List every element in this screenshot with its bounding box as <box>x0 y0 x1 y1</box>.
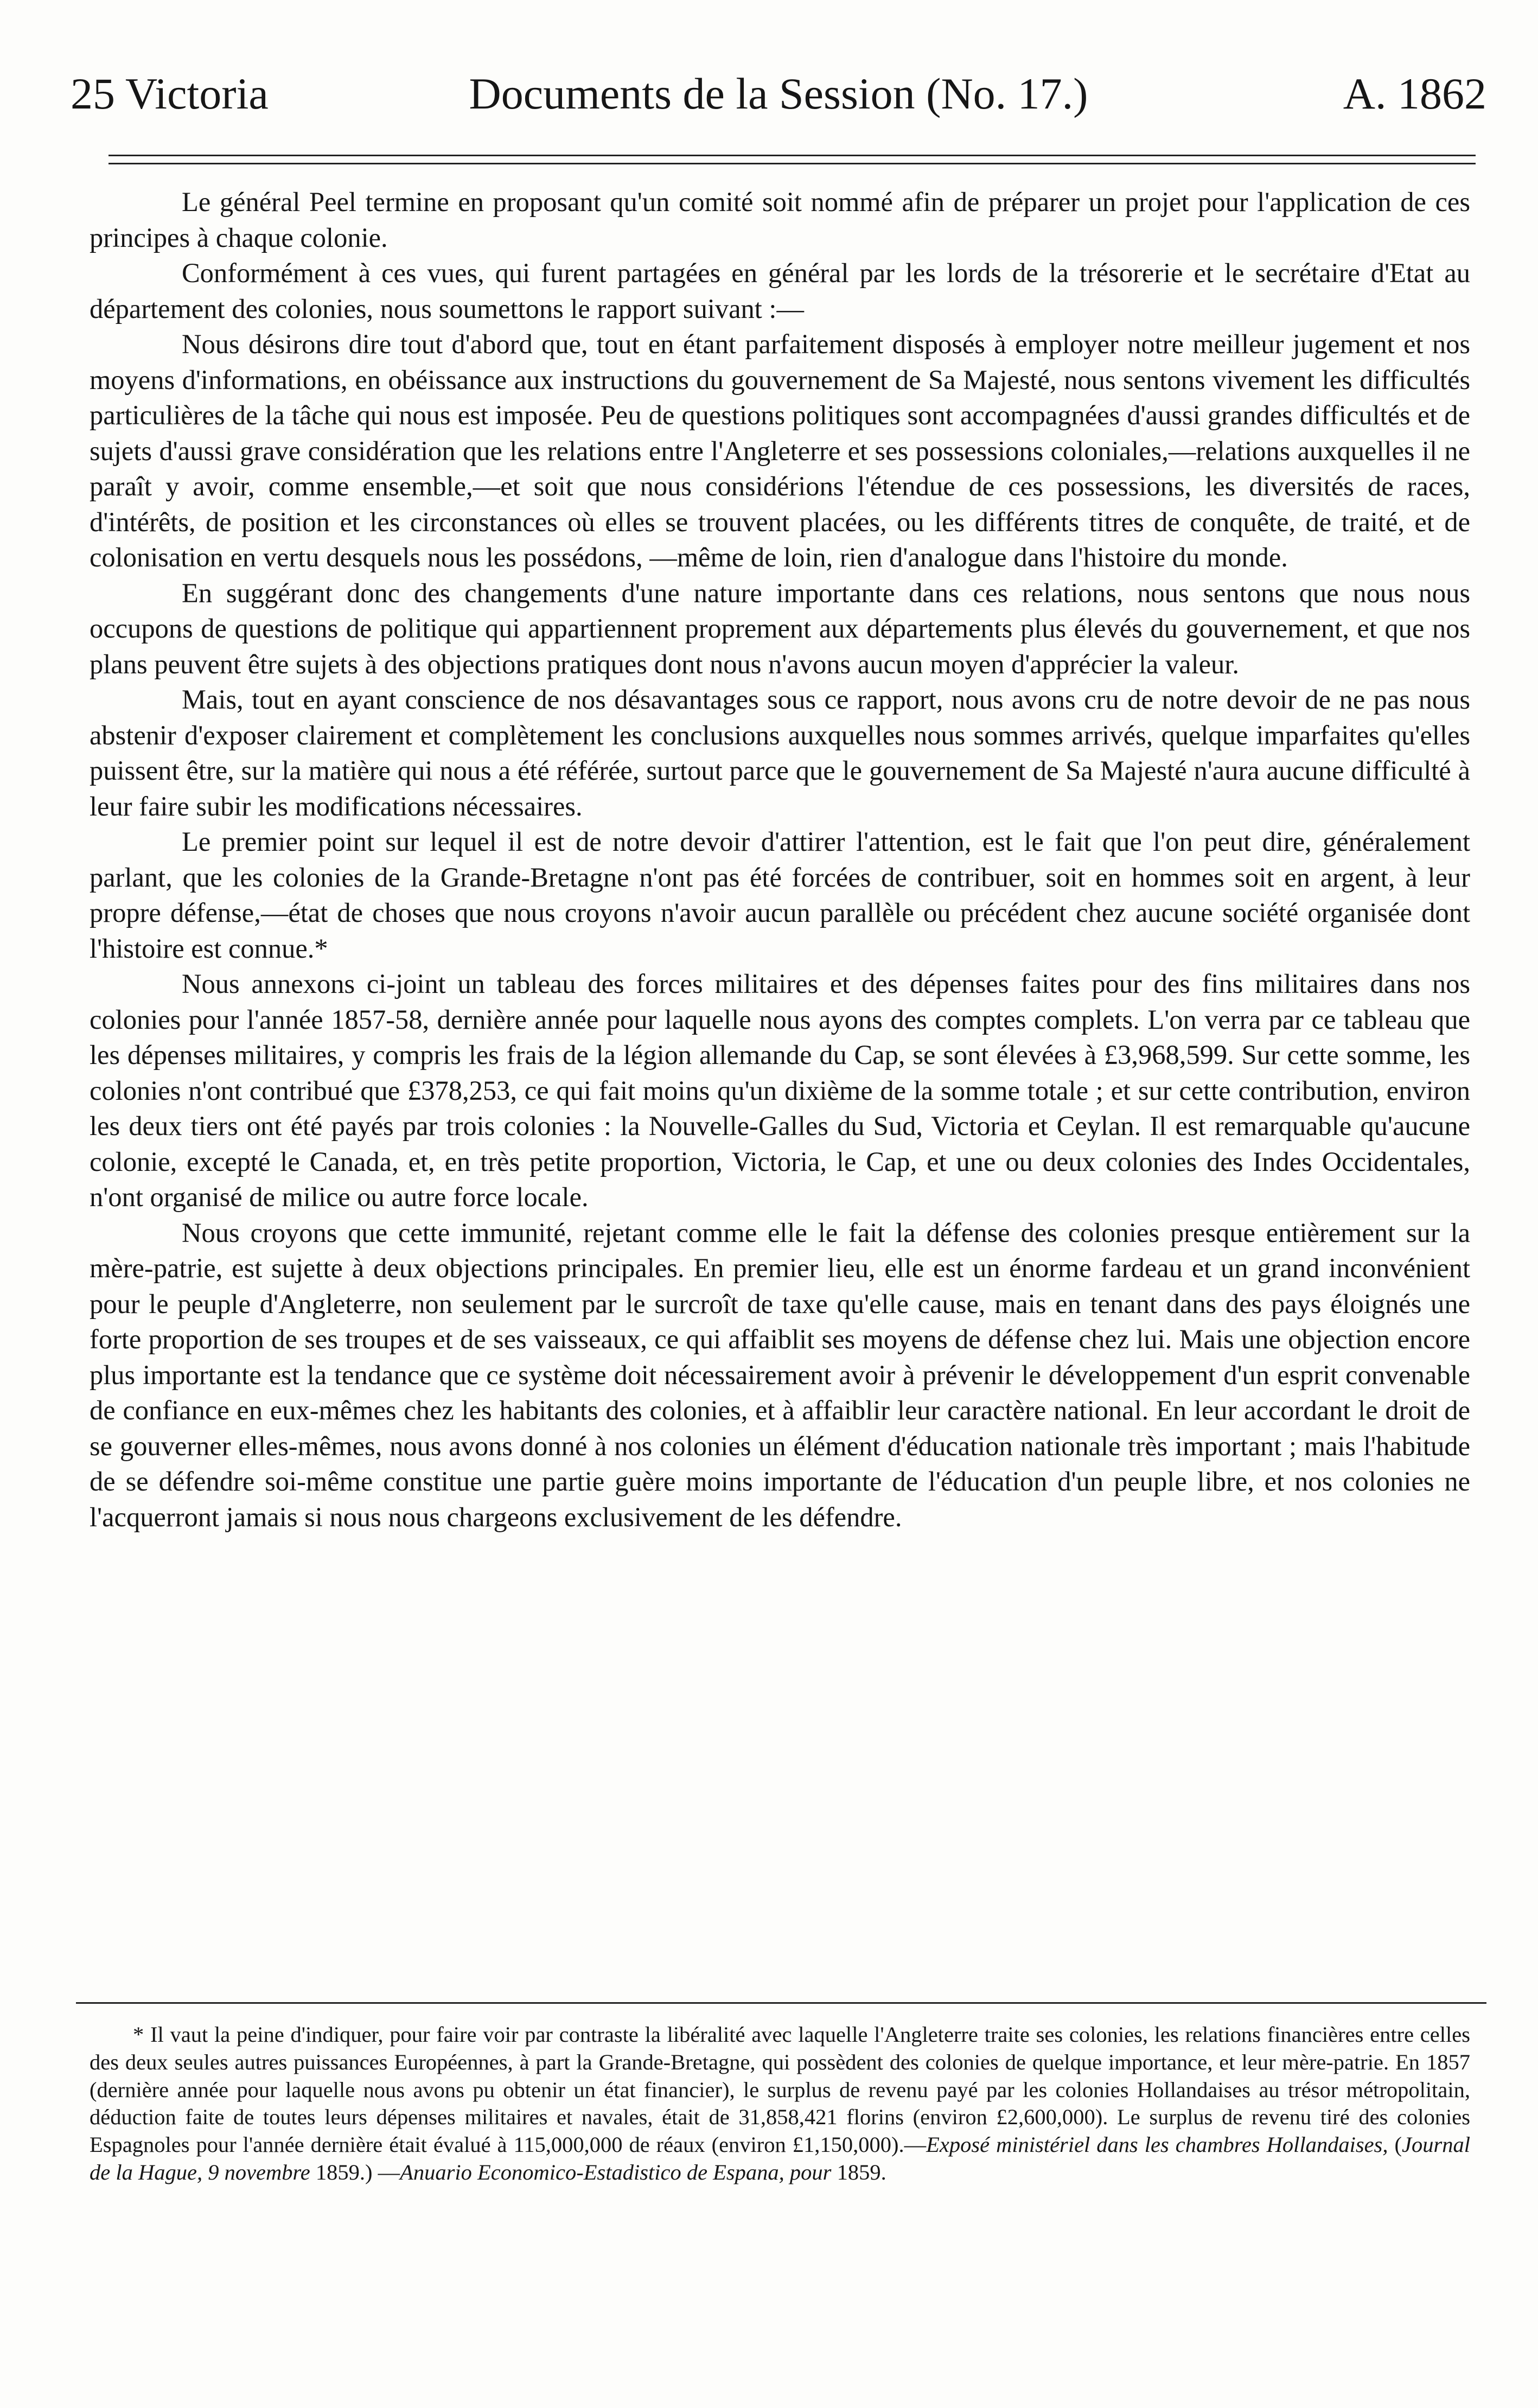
paragraph: Conformément à ces vues, qui furent partagées en général par les lords de la trésorerie et le secrétaire d'Etat au département des colonies, nous soumettons le rapport suivant :— <box>90 258 1470 324</box>
footnote-source-date: 1859.) — <box>310 2159 400 2184</box>
footnote-rule <box>76 2002 1486 2004</box>
footnote-source: Exposé ministériel dans les chambres Hollandaises, <box>926 2132 1388 2157</box>
footnote-source: Anuario Economico-Estadistico de Espana, pour <box>400 2159 832 2184</box>
page-header <box>71 64 1486 124</box>
footnote-source-punct: ( <box>1388 2132 1402 2157</box>
footnote-paragraph <box>90 2021 1470 2187</box>
paragraph: Le premier point sur lequel il est de notre devoir d'attirer l'attention, est le fait que l'on peut dire, généralement parlant, que les colonies de la Grande-Bretagne n'ont pas été forcées de contribuer, soit en hommes soit en argent, à leur propre défense,—état de choses que nous croyons n'avoir aucun parallèle ou précédent chez aucune société organisée dont l'histoire est connue.* <box>90 826 1470 964</box>
header-double-rule <box>109 155 1476 164</box>
body-text <box>90 184 1470 1535</box>
footnote-source: Journal de la Hague, 9 novembre <box>90 2132 1471 2184</box>
paragraph: Le général Peel termine en proposant qu'un comité soit nommé afin de préparer un projet pour l'application de ces principes à chaque colonie. <box>90 187 1470 253</box>
footnote-text: * Il vaut la peine d'indiquer, pour faire voir par contraste la libéralité avec laquelle l'Angleterre traite ses colonies, les relations financières entre celles des deux seules autres puissances Européennes, à part la Grande-Bretagne, qui possèdent des colonies de quelque importance, et leur mère-patrie. En 1857 (dernière année pour laquelle nous avons pu obtenir un état financier), le surplus de revenu payé par les colonies Hollandaises au trésor métropolitain, déduction faite de toutes leurs dépenses militaires et navales, était de 31,858,421 florins (environ £2,600,000). Le surplus de revenu tiré des colonies Espagnoles pour l'année dernière était évalué à 115,000,000 de réaux (environ £1,150,000).— <box>90 2022 1470 2157</box>
paragraph: En suggérant donc des changements d'une nature importante dans ces relations, nous sentons que nous nous occupons de questions de politique qui appartiennent proprement aux départements plus élevés du gouvernement, et que nos plans peuvent être sujets à des objections pratiques dont nous n'avons aucun moyen d'apprécier la valeur. <box>90 577 1470 679</box>
footnote <box>90 2021 1470 2187</box>
footnote-source-year: 1859. <box>831 2159 886 2184</box>
paragraph: Mais, tout en ayant conscience de nos désavantages sous ce rapport, nous avons cru de notre devoir de ne pas nous abstenir d'exposer clairement et complètement les conclusions auxquelles nous sommes arrivés, quelque imparfaites qu'elles puissent être, sur la matière qui nous a été référée, surtout parce que le gouvernement de Sa Majesté n'aura aucune difficulté à leur faire subir les modifications nécessaires. <box>90 684 1470 821</box>
header-session: A. 1862 <box>1343 69 1486 118</box>
paragraph: Nous annexons ci-joint un tableau des forces militaires et des dépenses faites pour des fins militaires dans nos colonies pour l'année 1857-58, dernière année pour laquelle nous ayons des comptes complets. L'on verra par ce tableau que les dépenses militaires, y compris les frais de la légion allemande du Cap, se sont élevées à £3,968,599. Sur cette somme, les colonies n'ont contribué que £378,253, ce qui fait moins qu'un dixième de la somme totale ; et sur cette contribution, environ les deux tiers ont été payés par trois colonies : la Nouvelle-Galles du Sud, Victoria et Ceylan. Il est remarquable qu'aucune colonie, excepté le Canada, et, en très petite proportion, Victoria, le Cap, et une ou deux colonies des Indes Occidentales, n'ont organisé de milice ou autre force locale. <box>90 969 1470 1212</box>
header-title: Documents de la Session (No. 17.) <box>469 69 1088 118</box>
paragraph: Nous désirons dire tout d'abord que, tout en étant parfaitement disposés à employer notre meilleur jugement et nos moyens d'informations, en obéissance aux instructions du gouvernement de Sa Majesté, nous sentons vivement les difficultés particulières de la tâche qui nous est imposée. Peu de questions politiques sont accompagnées d'aussi grandes difficultés et de sujets d'aussi grave considération que les relations entre l'Angleterre et ses possessions coloniales,—relations auxquelles il ne paraît y avoir, comme ensemble,—et soit que nous considérions l'étendue de ces possessions, les diversités de races, d'intérêts, de position et les circonstances où elles se trouvent placées, ou les différents titres de conquête, de traité, et de colonisation en vertu desquels nous les possédons, —même de loin, rien d'analogue dans l'histoire du monde. <box>90 329 1470 572</box>
paragraph: Nous croyons que cette immunité, rejetant comme elle le fait la défense des colonies presque entièrement sur la mère-patrie, est sujette à deux objections principales. En premier lieu, elle est un énorme fardeau et un grand inconvénient pour le peuple d'Angleterre, non seulement par le surcroît de taxe qu'elle cause, mais en tenant dans des pays éloignés une forte proportion de ses troupes et de ses vaisseaux, ce qui affaiblit ses moyens de défense chez lui. Mais une objection encore plus importante est la tendance que ce système doit nécessairement avoir à prévenir le développement d'un esprit convenable de confiance en eux-mêmes chez les habitants des colonies, et à affaiblir leur caractère national. En leur accordant le droit de se gouverner elles-mêmes, nous avons donné à nos colonies un élément d'éducation nationale très important ; mais l'habitude de se défendre soi-même constitue une partie guère moins importante de l'éducation d'un peuple libre, et nos colonies ne l'acquerront jamais si nous nous chargeons exclusivement de les défendre. <box>90 1217 1470 1532</box>
header-year: 25 Victoria <box>71 69 269 118</box>
